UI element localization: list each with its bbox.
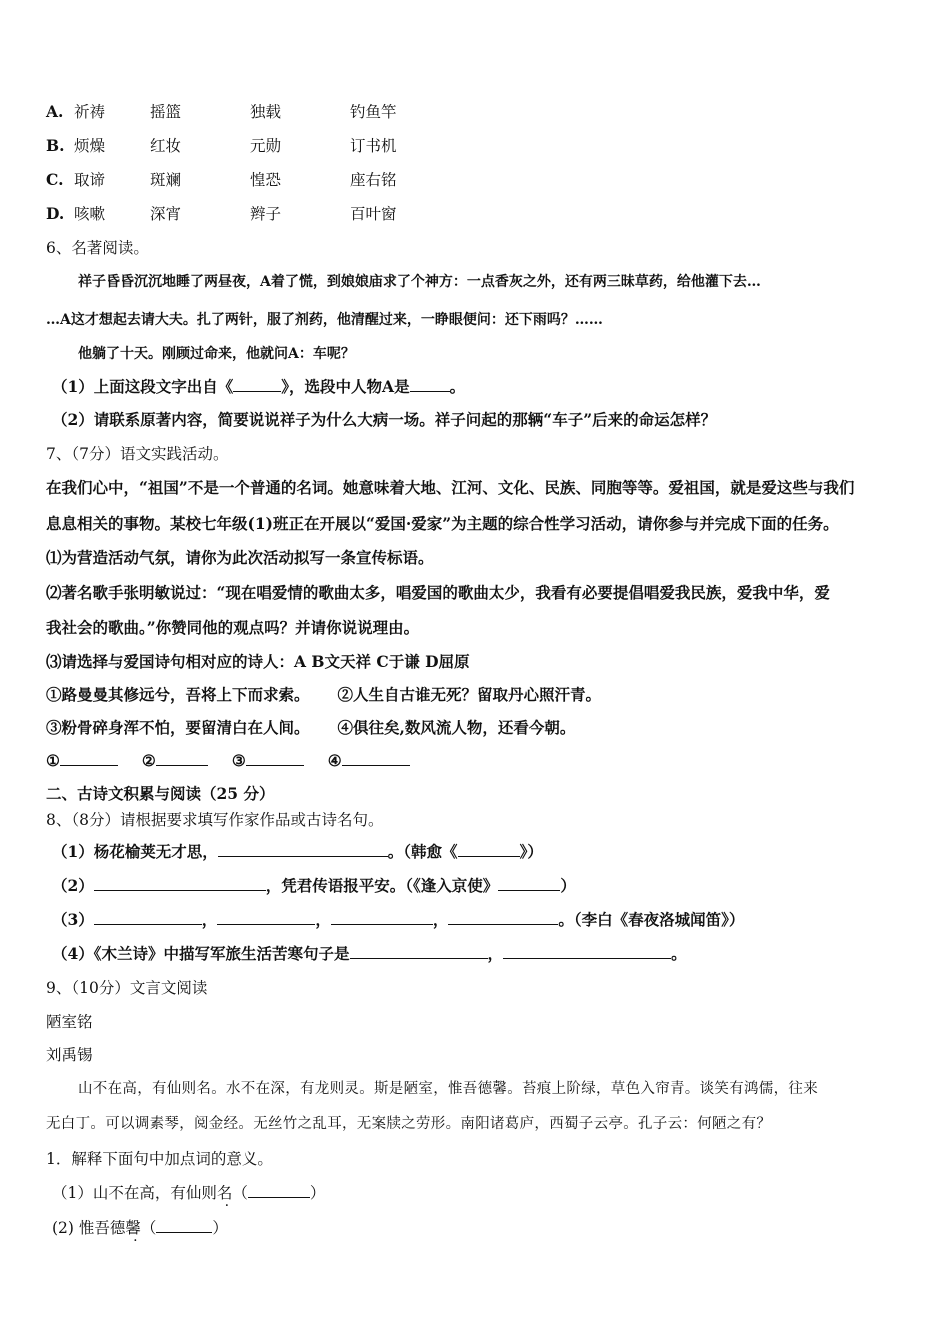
q6-sub-1-text: 》，选段中人物A是 — [281, 377, 410, 396]
q8-item-4 — [52, 944, 687, 964]
q8-text: 。（韩愈《 — [387, 842, 458, 861]
dotted-word: 名 — [216, 1184, 233, 1202]
option-word: 元勋 — [250, 137, 282, 155]
q7-task-1: ⑴为营造活动气氛，请你为此次活动拟写一条宣传标语。 — [46, 548, 434, 567]
q6-passage-3: 他躺了十天。刚顾过命来，他就问A：车呢？ — [78, 346, 355, 362]
q8-text: ， — [201, 910, 218, 929]
q7-intro-2: 息息相关的事物。某校七年级(1)班正在开展以“爱国·爱家”为主题的综合性学习活动，请你参与并完成下面的任务。 — [46, 514, 839, 533]
blank[interactable] — [248, 1183, 310, 1198]
q8-item-2 — [52, 876, 576, 896]
option-word: 摇篮 — [150, 103, 182, 121]
q9-work-title: 陋室铭 — [46, 1013, 93, 1031]
blank[interactable] — [233, 377, 281, 392]
option-word: 烦燥 — [74, 137, 106, 155]
option-word: 斑斓 — [150, 171, 182, 189]
option-word: 惶恐 — [250, 171, 282, 189]
option-label: B. — [46, 136, 65, 155]
q8-item-3 — [52, 910, 744, 930]
q9-text: ） — [309, 1184, 326, 1202]
option-word: 钓鱼竿 — [350, 103, 397, 121]
option-label: D. — [46, 204, 65, 223]
q6-passage-2: …A这才想起去请大夫。扎了两针，服了剂药，他清醒过来，一睁眼便问：还下雨吗？…… — [46, 312, 603, 328]
q8-text: ） — [560, 876, 576, 895]
q9-author: 刘禹锡 — [46, 1046, 93, 1064]
option-word: 独载 — [250, 103, 282, 121]
q6-passage-1: 祥子昏昏沉沉地睡了两昼夜，A着了慌，到娘娘庙求了个神方：一点香灰之外，还有两三昧草药，给他灌下去… — [78, 274, 761, 290]
option-row-a — [46, 102, 397, 122]
blank[interactable] — [94, 910, 202, 925]
blank-label: ① — [46, 751, 60, 770]
q6-sub-1-text: （1）上面这段文字出自《 — [52, 377, 234, 396]
dotted-word: 馨 — [125, 1219, 141, 1237]
blank[interactable] — [331, 910, 433, 925]
q9-text: （ — [232, 1184, 248, 1202]
q6-sub-1-text: 。 — [449, 377, 466, 396]
q7-task-2a: ⑵著名歌手张明敏说过：“现在唱爱情的歌曲太多，唱爱国的歌曲太少，我看有必要提倡唱爱我民族，爱我中华，爱 — [46, 583, 830, 602]
option-word: 座右铭 — [350, 171, 397, 189]
option-word: 祈祷 — [74, 103, 106, 121]
q8-text: （1）杨花榆荚无才思， — [52, 842, 218, 861]
option-word: 咳嗽 — [74, 205, 106, 223]
option-row-b — [46, 136, 397, 156]
q8-text: （3） — [52, 910, 94, 929]
q9-text: （ — [140, 1219, 157, 1237]
q8-text: 。 — [671, 944, 687, 963]
blank[interactable] — [217, 910, 315, 925]
q6-title: 6、名著阅读。 — [46, 239, 149, 257]
q7-intro-1: 在我们心中，“祖国”不是一个普通的名词。她意味着大地、江河、文化、民族、同胞等等。爱祖国，就是爱这些与我们 — [46, 478, 855, 497]
q7-answer-blanks — [46, 751, 410, 771]
option-word: 订书机 — [350, 137, 397, 155]
q9-passage-2: 无白丁。可以调素琴，阅金经。无丝竹之乱耳，无案牍之劳形。南阳诸葛庐，西蜀子云亭。孔子云：何陋之有？ — [46, 1116, 772, 1132]
q8-text: ， — [315, 910, 331, 929]
q7-poem-line-1 — [46, 685, 601, 705]
poem-line: ②人生自古谁无死？留取丹心照汗青。 — [337, 685, 602, 704]
blank[interactable] — [60, 751, 118, 766]
blank[interactable] — [458, 842, 520, 857]
blank[interactable] — [448, 910, 558, 925]
blank[interactable] — [156, 1218, 212, 1233]
option-word: 辫子 — [250, 205, 282, 223]
q7-title: 7、（7分）语文实践活动。 — [46, 445, 229, 463]
q9-text: （1）山不在高，有仙则 — [52, 1184, 217, 1202]
blank-label: ③ — [231, 751, 246, 770]
q7-task-3: ⑶请选择与爱国诗句相对应的诗人：A B文天祥 C于谦 D屈原 — [46, 652, 470, 671]
blank[interactable] — [156, 751, 208, 766]
q8-text: 。（李白《春夜洛城闻笛》） — [558, 910, 745, 929]
poem-line: ①路曼曼其修远兮，吾将上下而求索。 — [46, 685, 310, 704]
q7-task-2b: 我社会的歌曲。”你赞同他的观点吗？并请你说说理由。 — [46, 618, 420, 637]
option-label: A. — [46, 102, 64, 121]
blank[interactable] — [503, 944, 671, 959]
option-label: C. — [46, 170, 64, 189]
q8-item-1 — [52, 842, 543, 862]
q8-text: （4）《木兰诗》中描写军旅生活苦寒句子是 — [52, 944, 350, 963]
blank[interactable] — [410, 377, 450, 392]
q9-explain-1 — [52, 1183, 325, 1203]
q7-poem-line-2 — [46, 718, 575, 738]
q9-text: ） — [212, 1219, 228, 1237]
blank[interactable] — [246, 751, 304, 766]
poem-line: ③粉骨碎身浑不怕，要留清白在人间。 — [46, 718, 310, 737]
option-word: 红妆 — [150, 137, 182, 155]
blank[interactable] — [350, 944, 488, 959]
option-word: 百叶窗 — [350, 205, 397, 223]
q9-sub-1: 1．解释下面句中加点词的意义。 — [46, 1150, 273, 1168]
option-word: 深宵 — [150, 205, 182, 223]
q9-explain-2 — [52, 1218, 228, 1238]
q8-text: ， — [487, 944, 504, 963]
option-row-c — [46, 170, 397, 190]
q6-sub-1 — [52, 377, 465, 397]
blank-label: ④ — [327, 751, 342, 770]
q8-text: 》） — [519, 842, 543, 861]
blank-label: ② — [141, 751, 156, 770]
q9-title: 9、（10分）文言文阅读 — [46, 979, 208, 997]
blank[interactable] — [218, 842, 388, 857]
blank[interactable] — [342, 751, 410, 766]
q9-passage-1: 山不在高，有仙则名。水不在深，有龙则灵。斯是陋室，惟吾德馨。苔痕上阶绿，草色入帘青。谈笑有鸿儒，往来 — [78, 1081, 818, 1097]
q6-sub-2: （2）请联系原著内容，简要说说祥子为什么大病一场。祥子问起的那辆“车子”后来的命运怎样？ — [52, 410, 717, 429]
q9-text: (2) 惟吾德 — [52, 1219, 126, 1237]
q8-text: （2） — [52, 876, 94, 895]
poem-line: ④俱往矣,数风流人物，还看今朝。 — [337, 718, 576, 737]
q8-text: ，凭君传语报平安。（《逢入京使》 — [265, 876, 499, 895]
q8-text: ， — [432, 910, 449, 929]
section-2-title: 二、古诗文积累与阅读（25 分） — [46, 784, 275, 803]
option-row-d — [46, 204, 397, 224]
option-word: 取谛 — [74, 171, 106, 189]
blank[interactable] — [498, 876, 560, 891]
blank[interactable] — [94, 876, 266, 891]
q8-title: 8、（8分）请根据要求填写作家作品或古诗名句。 — [46, 811, 384, 829]
